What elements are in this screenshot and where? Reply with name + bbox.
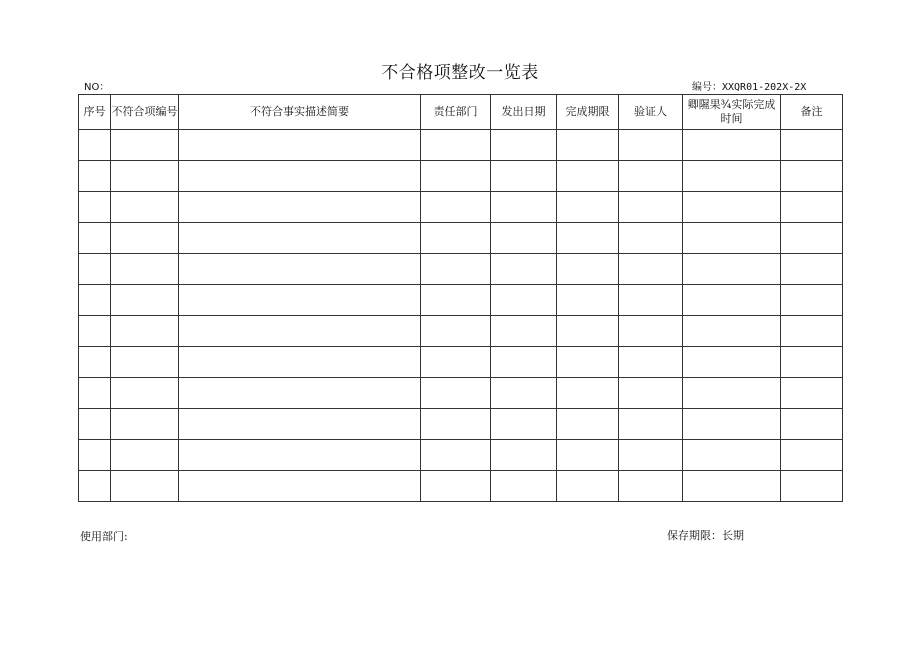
table-cell[interactable] <box>79 316 111 347</box>
table-cell[interactable] <box>683 254 781 285</box>
table-cell[interactable] <box>619 130 683 161</box>
table-cell[interactable] <box>683 409 781 440</box>
table-cell[interactable] <box>557 347 619 378</box>
table-cell[interactable] <box>179 347 421 378</box>
page-title: 不合格项整改一览表 <box>381 63 539 83</box>
table-cell[interactable] <box>111 223 179 254</box>
table-row <box>79 471 843 502</box>
table-row <box>79 440 843 471</box>
table-cell[interactable] <box>491 471 557 502</box>
table-cell[interactable] <box>781 223 843 254</box>
table-cell[interactable] <box>79 440 111 471</box>
table-cell[interactable] <box>79 285 111 316</box>
table-cell[interactable] <box>111 471 179 502</box>
table-body <box>79 130 843 502</box>
table-row <box>79 347 843 378</box>
table-cell[interactable] <box>683 471 781 502</box>
table-cell[interactable] <box>111 347 179 378</box>
table-cell[interactable] <box>683 347 781 378</box>
table-cell[interactable] <box>179 440 421 471</box>
table-cell[interactable] <box>781 285 843 316</box>
table-row <box>79 316 843 347</box>
table-cell[interactable] <box>491 285 557 316</box>
table-cell[interactable] <box>79 409 111 440</box>
table-cell[interactable] <box>179 316 421 347</box>
table-cell[interactable] <box>619 223 683 254</box>
table-cell[interactable] <box>619 192 683 223</box>
table-header-row <box>79 95 843 130</box>
table-cell[interactable] <box>781 192 843 223</box>
table-cell[interactable] <box>683 316 781 347</box>
table-row <box>79 378 843 409</box>
header-nonconformity-number: 不符合项编号 <box>111 95 179 130</box>
table-cell[interactable] <box>619 254 683 285</box>
table-cell[interactable] <box>111 440 179 471</box>
table-cell[interactable] <box>781 347 843 378</box>
table-cell[interactable] <box>491 223 557 254</box>
table-cell[interactable] <box>79 130 111 161</box>
table-cell[interactable] <box>111 409 179 440</box>
table-cell[interactable] <box>619 471 683 502</box>
header-responsible-department: 责任部门 <box>421 95 491 130</box>
table-cell[interactable] <box>491 161 557 192</box>
table-cell[interactable] <box>421 254 491 285</box>
table-cell[interactable] <box>421 316 491 347</box>
table-cell[interactable] <box>619 285 683 316</box>
table-cell[interactable] <box>683 440 781 471</box>
table-cell[interactable] <box>491 316 557 347</box>
table-cell[interactable] <box>619 347 683 378</box>
table-cell[interactable] <box>79 161 111 192</box>
table-cell[interactable] <box>491 192 557 223</box>
header-remarks: 备注 <box>781 95 843 130</box>
table-cell[interactable] <box>619 161 683 192</box>
table-cell[interactable] <box>491 378 557 409</box>
table-cell[interactable] <box>683 378 781 409</box>
table-cell[interactable] <box>111 378 179 409</box>
table-cell[interactable] <box>421 347 491 378</box>
table-cell[interactable] <box>179 192 421 223</box>
table-cell[interactable] <box>421 130 491 161</box>
table-cell[interactable] <box>683 192 781 223</box>
table-cell[interactable] <box>79 347 111 378</box>
table-cell[interactable] <box>557 254 619 285</box>
header-description: 不符合事实描述简要 <box>179 95 421 130</box>
table-row <box>79 409 843 440</box>
table-cell[interactable] <box>781 316 843 347</box>
table-cell[interactable] <box>683 223 781 254</box>
department-label: 使用部门: <box>80 530 128 543</box>
table-cell[interactable] <box>111 130 179 161</box>
table-cell[interactable] <box>619 409 683 440</box>
header-deadline: 完成期限 <box>557 95 619 130</box>
table-cell[interactable] <box>557 471 619 502</box>
table-cell[interactable] <box>421 285 491 316</box>
table-cell[interactable] <box>79 192 111 223</box>
table-cell[interactable] <box>421 471 491 502</box>
table-cell[interactable] <box>557 130 619 161</box>
table-cell[interactable] <box>421 378 491 409</box>
table-cell[interactable] <box>79 378 111 409</box>
table-cell[interactable] <box>421 192 491 223</box>
table-cell[interactable] <box>781 471 843 502</box>
table-cell[interactable] <box>781 130 843 161</box>
table-cell[interactable] <box>683 130 781 161</box>
table-cell[interactable] <box>619 316 683 347</box>
table-cell[interactable] <box>683 285 781 316</box>
table-row <box>79 192 843 223</box>
table-cell[interactable] <box>557 316 619 347</box>
table-cell[interactable] <box>111 161 179 192</box>
table-cell[interactable] <box>79 254 111 285</box>
table-row <box>79 223 843 254</box>
table-cell[interactable] <box>111 285 179 316</box>
table-cell[interactable] <box>557 409 619 440</box>
table-cell[interactable] <box>781 161 843 192</box>
table-cell[interactable] <box>179 130 421 161</box>
header-issue-date: 发出日期 <box>491 95 557 130</box>
table-cell[interactable] <box>491 254 557 285</box>
table-cell[interactable] <box>491 409 557 440</box>
table-cell[interactable] <box>781 440 843 471</box>
table-cell[interactable] <box>557 161 619 192</box>
table-cell[interactable] <box>179 378 421 409</box>
table-cell[interactable] <box>421 223 491 254</box>
retention-label: 保存期限：长期 <box>667 529 744 542</box>
table-cell[interactable] <box>781 409 843 440</box>
table-cell[interactable] <box>557 223 619 254</box>
header-serial-number: 序号 <box>79 95 111 130</box>
table-cell[interactable] <box>79 471 111 502</box>
table-cell[interactable] <box>557 378 619 409</box>
table-cell[interactable] <box>111 316 179 347</box>
table-cell[interactable] <box>111 254 179 285</box>
table-cell[interactable] <box>491 347 557 378</box>
header-verifier: 验证人 <box>619 95 683 130</box>
table-cell[interactable] <box>683 161 781 192</box>
table-cell[interactable] <box>179 409 421 440</box>
table-cell[interactable] <box>619 378 683 409</box>
table-cell[interactable] <box>557 440 619 471</box>
table-row <box>79 130 843 161</box>
header-completion-time: 卿隰果¾实际完成时间 <box>683 95 781 130</box>
table-cell[interactable] <box>781 254 843 285</box>
table-cell[interactable] <box>557 285 619 316</box>
table-cell[interactable] <box>781 378 843 409</box>
table-cell[interactable] <box>421 409 491 440</box>
table-cell[interactable] <box>79 223 111 254</box>
table-row <box>79 285 843 316</box>
table-row <box>79 161 843 192</box>
table-cell[interactable] <box>557 192 619 223</box>
nonconformity-table <box>78 94 843 502</box>
document-number-label: NO： <box>84 82 110 93</box>
table-cell[interactable] <box>179 254 421 285</box>
form-code-label: 编号：XXQR01-202X-2X <box>692 82 807 93</box>
table-cell[interactable] <box>179 471 421 502</box>
table-cell[interactable] <box>491 130 557 161</box>
table-cell[interactable] <box>179 285 421 316</box>
table-cell[interactable] <box>179 223 421 254</box>
table-cell[interactable] <box>421 161 491 192</box>
table-cell[interactable] <box>179 161 421 192</box>
table-cell[interactable] <box>111 192 179 223</box>
table-row <box>79 254 843 285</box>
table-cell[interactable] <box>421 440 491 471</box>
table-cell[interactable] <box>491 440 557 471</box>
table-cell[interactable] <box>619 440 683 471</box>
